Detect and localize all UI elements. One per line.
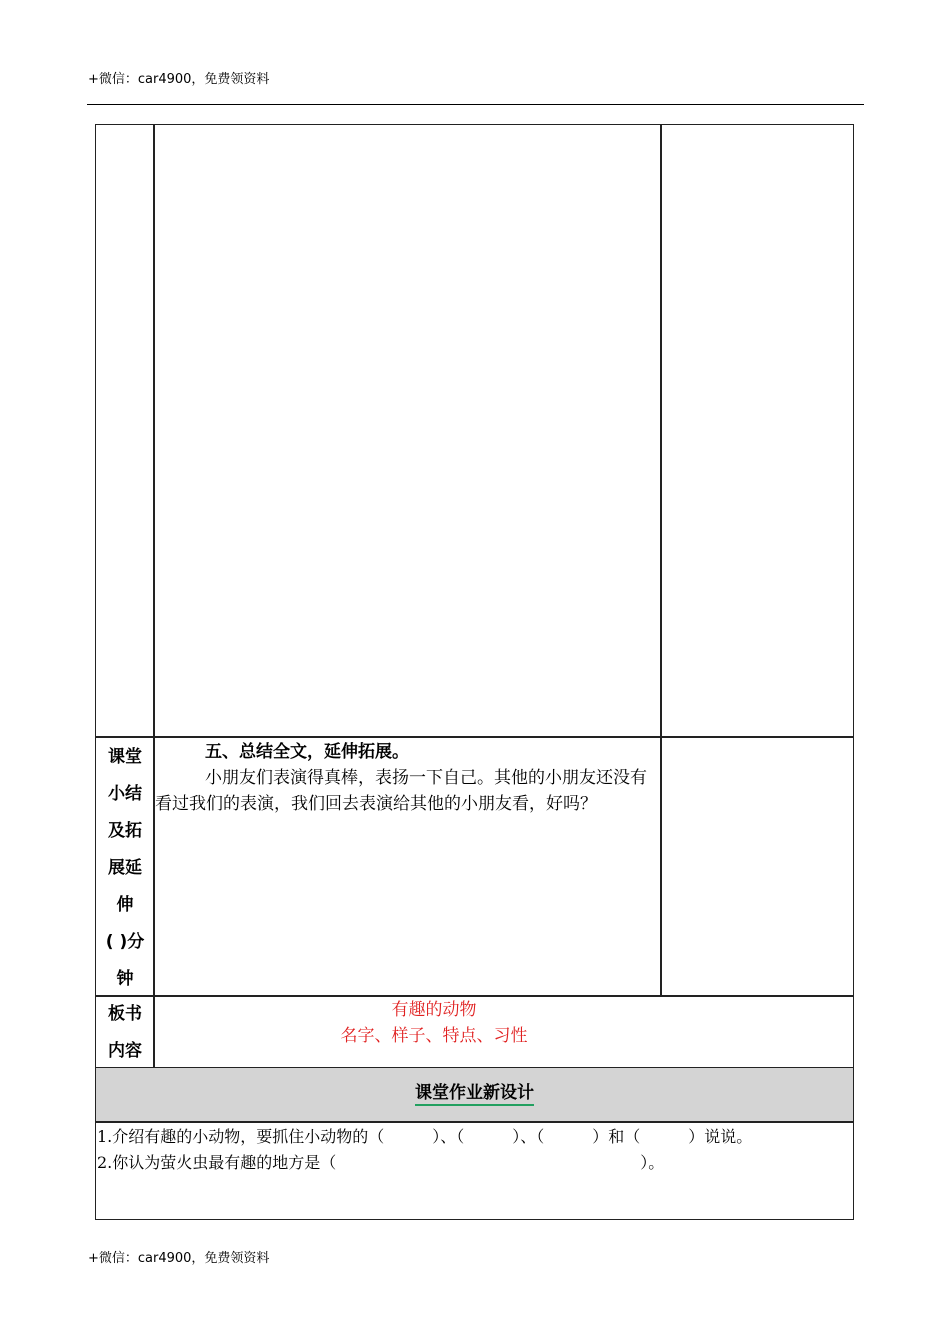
summary-paragraph: 小朋友们表演得真棒，表扬一下自己。其他的小朋友还没有看过我们的表演，我们回去表演给其他的小朋友看，好吗？ <box>155 768 647 814</box>
summary-label-line: 及拓 <box>108 821 142 841</box>
board-label-line: 内容 <box>108 1041 142 1061</box>
summary-label-line: 小结 <box>108 784 142 804</box>
blank-row-notes-cell <box>660 124 854 738</box>
summary-notes-cell <box>660 736 854 997</box>
board-label-cell <box>95 995 155 1069</box>
board-line-2: 名字、样子、特点、习性 <box>340 1026 528 1046</box>
lesson-table <box>95 124 854 1220</box>
homework-questions-cell <box>95 1121 854 1220</box>
summary-label-line: 钟 <box>116 969 134 989</box>
board-label-line: 板书 <box>108 1004 142 1024</box>
board-line-1: 有趣的动物 <box>391 1000 477 1020</box>
board-content-cell <box>153 995 854 1069</box>
homework-title-text: 课堂作业新设计 <box>415 1083 534 1106</box>
summary-heading: 五、总结全文，延伸拓展。 <box>205 742 409 762</box>
summary-label-line: 课堂 <box>108 747 142 767</box>
homework-title <box>96 1068 853 1118</box>
header-text: +微信：car4900，免费领资料 <box>88 72 270 87</box>
summary-label-line: 伸 <box>116 895 134 915</box>
homework-question-2: 2.你认为萤火虫最有趣的地方是（ ）。 <box>97 1153 665 1172</box>
summary-label-cell <box>95 736 155 997</box>
board-label <box>96 996 154 1070</box>
homework-question-1: 1.介绍有趣的小动物，要抓住小动物的（ ）、（ ）、（ ）和（ ）说说。 <box>97 1127 753 1146</box>
summary-content-cell <box>153 736 662 997</box>
blank-row-label-cell <box>95 124 155 738</box>
homework-title-cell <box>95 1067 854 1123</box>
footer-text: +微信：car4900，免费领资料 <box>88 1251 270 1266</box>
blank-row-content-cell <box>153 124 662 738</box>
header-divider <box>87 104 864 105</box>
summary-label <box>96 737 154 998</box>
summary-label-line: 展延 <box>108 858 142 878</box>
summary-label-line: ( )分 <box>105 932 145 952</box>
